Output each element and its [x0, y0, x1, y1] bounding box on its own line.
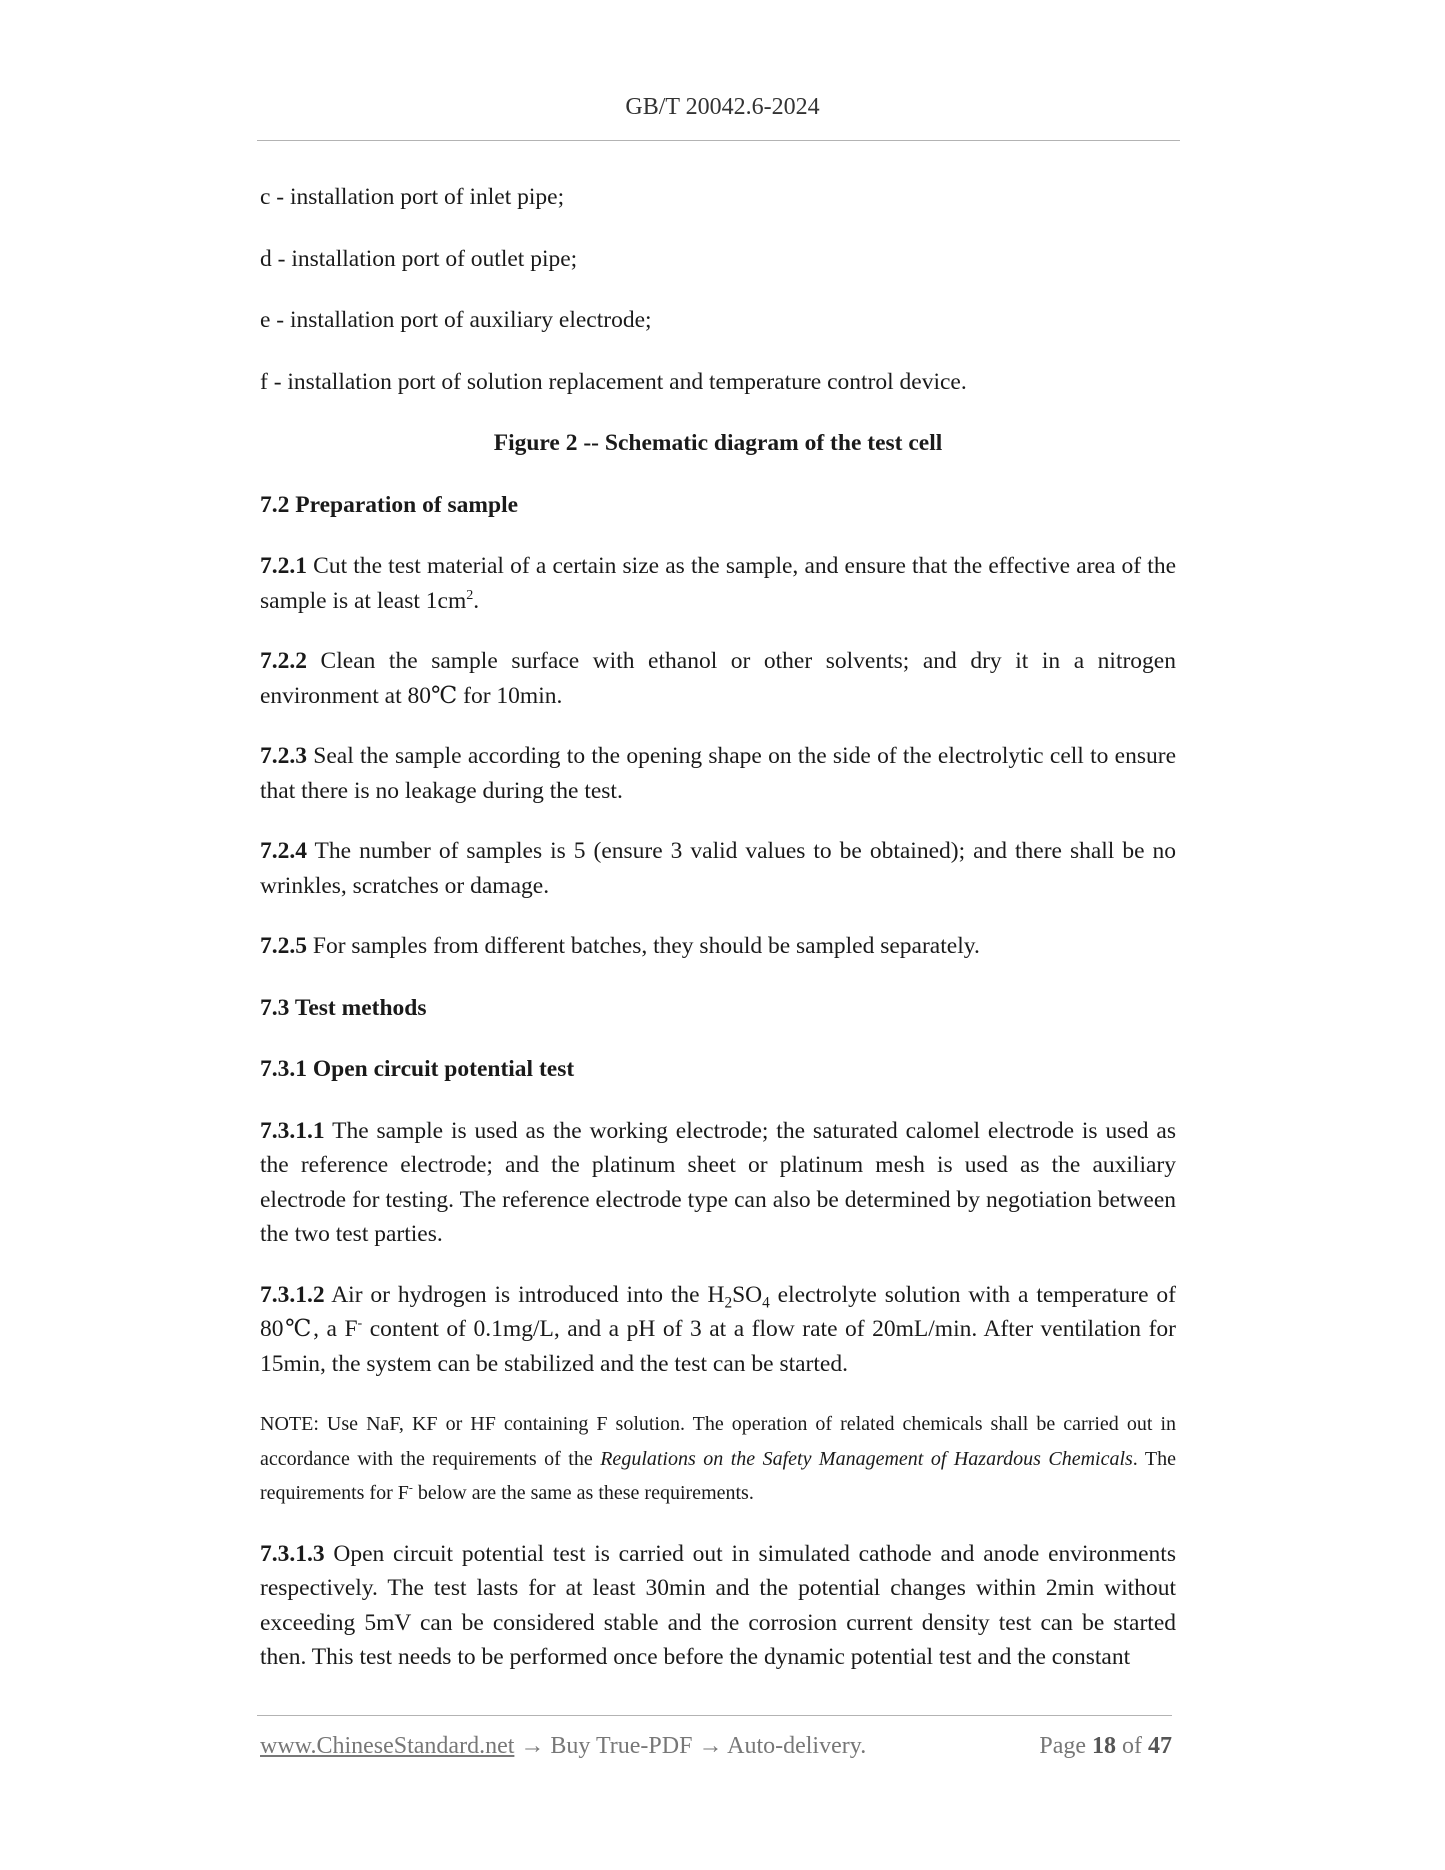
- note: [260, 1407, 1176, 1511]
- of-label: of: [1116, 1733, 1148, 1759]
- clause-7-2-5: [260, 929, 1176, 964]
- clause-text-end: .: [473, 587, 480, 614]
- clause-text: electrolyte solution with a temperature of 80℃, a F: [260, 1281, 1176, 1342]
- note-text: . The requirements for F: [260, 1447, 1176, 1504]
- clause-text: The sample is used as the working electrode; the saturated calomel electrode is used as the reference electrode; and the platinum sheet or platinum mesh is used as the auxiliary electrode for testing. The reference electrode type can also be determined by negotiation between the two test parties.: [260, 1117, 1176, 1247]
- clause-text: SO: [732, 1281, 763, 1308]
- clause-text: content of 0.1mg/L, and a pH of 3 at a flow rate of 20mL/min. After ventilation for 15min, the system can be stabilized and the test can be started.: [260, 1316, 1176, 1377]
- footer-divider: [257, 1715, 1172, 1716]
- section-heading-7-3-1: 7.3.1 Open circuit potential test: [260, 1056, 575, 1082]
- figure-caption: Figure 2 -- Schematic diagram of the test cell: [493, 430, 943, 456]
- clause-7-3-1-1: [260, 1114, 1176, 1252]
- clause-7-3-1-3: [260, 1537, 1176, 1675]
- page-body: [260, 180, 1176, 1701]
- note-text: NOTE: Use NaF, KF or HF containing F solution. The operation of related chemicals shall be carried out in accordance with the requirements of the: [260, 1413, 1176, 1470]
- clause-text: Clean the sample surface with ethanol or other solvents; and dry it in a nitrogen environment at 80℃ for 10min.: [260, 648, 1176, 709]
- clause-number: 7.2.2: [260, 648, 307, 674]
- clause-7-3-1-2: [260, 1278, 1176, 1382]
- subscript: 4: [762, 1294, 770, 1312]
- section-heading-7-3: 7.3 Test methods: [260, 994, 427, 1021]
- total-pages: 47: [1148, 1733, 1172, 1759]
- subscript: 2: [724, 1294, 733, 1312]
- clause-text: Open circuit potential test is carried out in simulated cathode and anode environments respectively. The test lasts for at least 30min and the potential changes within 2min without exceeding 5mV can be considered stable and the corrosion current density test can be started then. This test needs to be performed once before the dynamic potential test and the constant: [260, 1540, 1176, 1670]
- clause-text: Cut the test material of a certain size as the sample, and ensure that the effective area of the sample is at least 1cm: [260, 553, 1176, 614]
- clause-7-2-2: [260, 644, 1176, 713]
- clause-number: 7.2.4: [260, 838, 307, 864]
- superscript: 2: [466, 586, 474, 603]
- clause-number: 7.3.1.2: [260, 1281, 325, 1308]
- clause-7-2-1: [260, 549, 1176, 618]
- clause-number: 7.2.5: [260, 933, 307, 959]
- clause-number: 7.3.1.1: [260, 1117, 325, 1144]
- clause-7-2-4: [260, 834, 1176, 903]
- clause-text: Seal the sample according to the opening shape on the side of the electrolytic cell to ensure that there is no leakage during the test.: [260, 743, 1176, 804]
- page-number: 18: [1092, 1733, 1116, 1759]
- section-heading-7-2: 7.2 Preparation of sample: [260, 491, 519, 518]
- header-divider: [257, 140, 1180, 141]
- clause-7-2-3: [260, 739, 1176, 808]
- superscript: -: [357, 1315, 363, 1332]
- clause-number: 7.2.3: [260, 743, 307, 769]
- document-header: GB/T 20042.6-2024: [625, 94, 820, 120]
- clause-text: The number of samples is 5 (ensure 3 valid values to be obtained); and there shall be no wrinkles, scratches or damage.: [260, 838, 1176, 899]
- regulation-title: Regulations on the Safety Management of Hazardous Chemicals: [600, 1447, 1133, 1470]
- legend-item-e: e - installation port of auxiliary electrode;: [260, 307, 652, 333]
- superscript: -: [408, 1480, 413, 1495]
- website-link[interactable]: www.ChineseStandard.net: [260, 1733, 515, 1759]
- note-text: below are the same as these requirements.: [412, 1482, 754, 1504]
- footer-left: [260, 1733, 866, 1760]
- clause-number: 7.3.1.3: [260, 1540, 325, 1567]
- legend-item-d: d - installation port of outlet pipe;: [260, 245, 578, 272]
- clause-text: Air or hydrogen is introduced into the H: [324, 1281, 725, 1308]
- page-label: Page: [1039, 1733, 1092, 1759]
- legend-item-f: f - installation port of solution replacement and temperature control device.: [260, 368, 967, 395]
- page-indicator: [1039, 1733, 1172, 1760]
- clause-text: For samples from different batches, they should be sampled separately.: [307, 933, 980, 959]
- footer-tagline: → Buy True-PDF → Auto-delivery.: [514, 1733, 867, 1759]
- clause-number: 7.2.1: [260, 553, 307, 579]
- legend-item-c: c - installation port of inlet pipe;: [260, 184, 565, 210]
